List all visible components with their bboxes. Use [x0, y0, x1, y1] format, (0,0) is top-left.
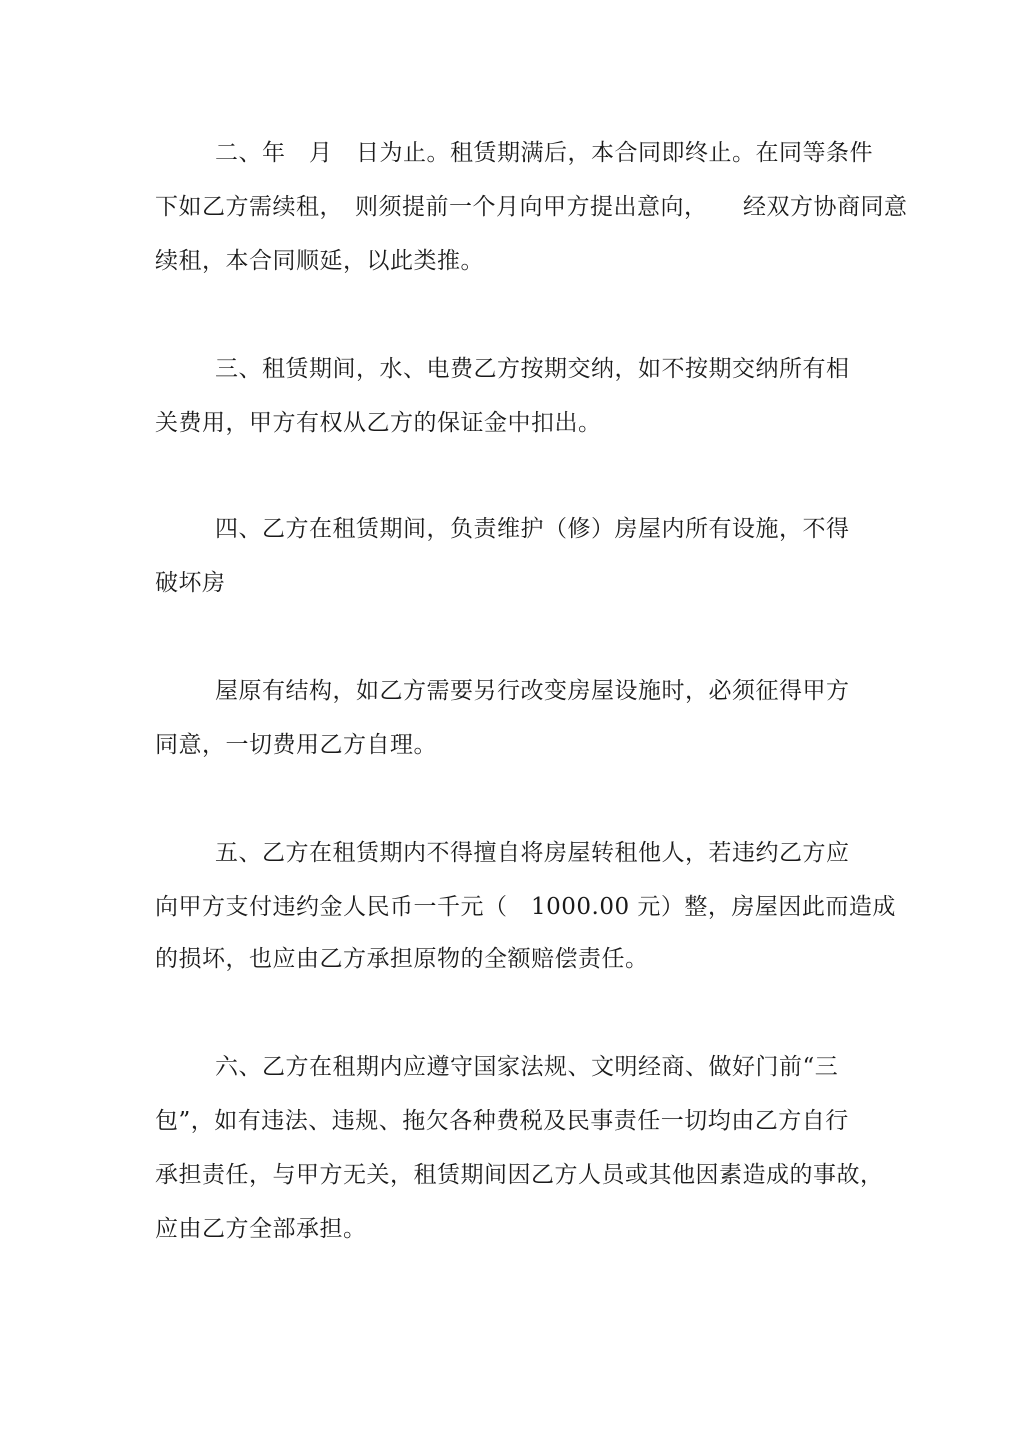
- clause-4-cont-line-1: 屋原有结构，如乙方需要另行改变房屋设施时，必须征得甲方: [215, 678, 850, 704]
- clause-6-line-2: 包”，如有违法、违规、拖欠各种费税及民事责任一切均由乙方自行: [155, 1108, 849, 1134]
- clause-3-line-2: 关费用，甲方有权从乙方的保证金中扣出。: [155, 410, 602, 436]
- clause-5-line-2: 向甲方支付违约金人民币一千元（ 1000.00 元）整，房屋因此而造成: [155, 894, 896, 920]
- clause-6-line-3: 承担责任，与甲方无关，租赁期间因乙方人员或其他因素造成的事故，: [155, 1162, 884, 1188]
- clause-2-line-2: 下如乙方需续租， 则须提前一个月向甲方提出意向， 经双方协商同意: [155, 194, 908, 220]
- clause-4-line-1: 四、乙方在租赁期间，负责维护（修）房屋内所有设施，不得: [215, 516, 850, 542]
- clause-2-line-3: 续租，本合同顺延，以此类推。: [155, 248, 484, 274]
- clause-3-line-1: 三、租赁期间，水、电费乙方按期交纳，如不按期交纳所有相: [215, 356, 850, 382]
- clause-5-line-1: 五、乙方在租赁期内不得擅自将房屋转租他人，若违约乙方应: [215, 840, 850, 866]
- clause-5-line-3: 的损坏，也应由乙方承担原物的全额赔偿责任。: [155, 946, 649, 972]
- clause-2-line-1: 二、年 月 日为止。租赁期满后，本合同即终止。在同等条件: [215, 140, 873, 166]
- clause-4-line-2: 破坏房: [155, 570, 226, 596]
- clause-4-cont-line-2: 同意，一切费用乙方自理。: [155, 732, 437, 758]
- clause-6-line-4: 应由乙方全部承担。: [155, 1216, 367, 1242]
- clause-6-line-1: 六、乙方在租期内应遵守国家法规、文明经商、做好门前“三: [215, 1054, 839, 1080]
